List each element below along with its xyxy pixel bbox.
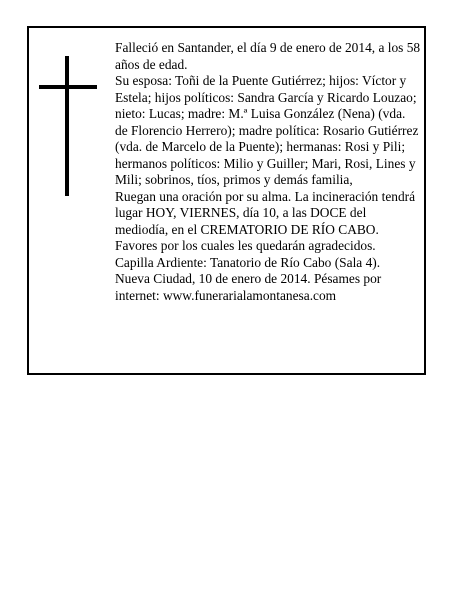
death-announcement: Falleció en Santander, el día 9 de enero de 2014, a los 58 años de edad. [115,40,421,72]
place-date-condolences: Nueva Ciudad, 10 de enero de 2014. Pésames por internet: www.funerarialamontanesa.com [115,271,382,303]
cross-icon-arm [39,85,97,89]
family-list: Su esposa: Toñi de la Puente Gutiérrez; hijos: Víctor y Estela; hijos políticos: Sandra García y Ricardo Louzao; nieto: Lucas; madre: M.ª Luisa González (Nena) (vda. de Florencio Herrero); madre política: Rosario Gutiérrez (vda. de Marcelo de la Puente); hermanas: Rosi y Pili; hermanos políticos: Milio y Guiller; Mari, Rosi, Lines y Mili; sobrinos, tíos, primos y demás familia, [115,73,419,187]
obituary-text [115,40,421,304]
ceremony-details: Ruegan una oración por su alma. La incineración tendrá lugar HOY, VIERNES, día 10, a las DOCE del mediodía, en el CREMATORIO DE RÍO CABO. Favores por los cuales les quedarán agradecidos. [115,188,416,253]
chapel-info: Capilla Ardiente: Tanatorio de Río Cabo (Sala 4). [115,254,381,270]
cross-icon [65,56,69,196]
